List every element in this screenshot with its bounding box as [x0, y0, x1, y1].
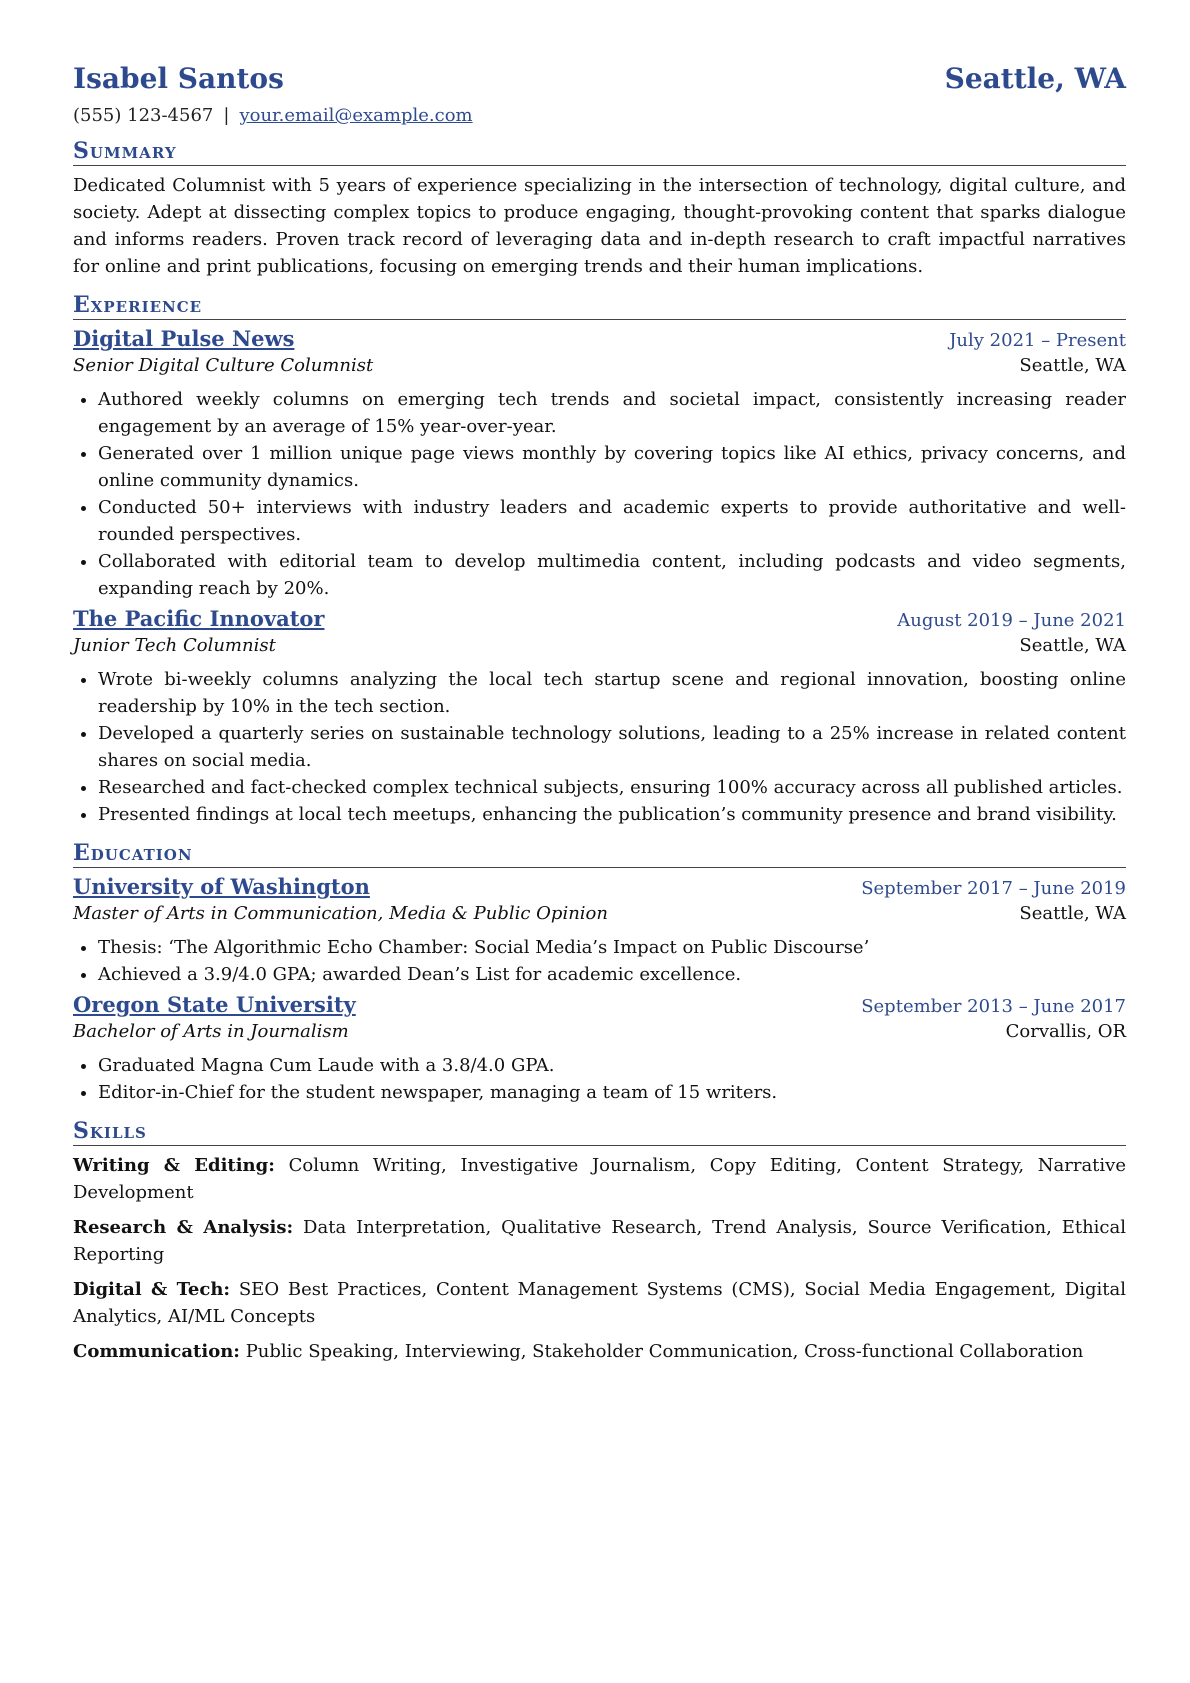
candidate-location: Seattle, WA — [944, 62, 1126, 95]
bullet-item: • Developed a quarterly series on sustainable technology solutions, leading to a 25% increase in related content shares on social media. — [98, 720, 1126, 774]
entry-location: Seattle, WA — [1019, 635, 1126, 656]
organization-link[interactable]: Digital Pulse News — [73, 326, 295, 351]
bullet-item: • Editor-in-Chief for the student newspaper, managing a team of 15 writers. — [98, 1079, 1126, 1106]
section-title-skills: Skills — [73, 1118, 1126, 1146]
section-title-summary: Summary — [73, 138, 1126, 166]
entry-header — [73, 606, 1126, 631]
entry-subheader — [73, 355, 1126, 376]
candidate-name: Isabel Santos — [73, 62, 284, 95]
contact-separator: | — [223, 105, 230, 126]
skill-row — [73, 1338, 1126, 1365]
resume-content — [73, 62, 1126, 1365]
header — [73, 62, 1126, 95]
bullet-list — [73, 1052, 1126, 1106]
bullet-item: • Collaborated with editorial team to develop multimedia content, including podcasts and video segments, expanding reach by 20%. — [98, 548, 1126, 602]
job-title: Junior Tech Columnist — [73, 635, 276, 656]
degree-title: Master of Arts in Communication, Media & Public Opinion — [73, 903, 608, 924]
entry-location: Seattle, WA — [1019, 355, 1126, 376]
entry-subheader — [73, 1021, 1126, 1042]
summary-text: Dedicated Columnist with 5 years of experience specializing in the intersection of technology, digital culture, and society. Adept at dissecting complex topics to produce engaging, thought-provoking content that sparks dialogue and informs readers. Proven track record of leveraging data and in-depth research to craft impactful narratives for online and print publications, focusing on emerging trends and their human implications. — [73, 175, 1126, 277]
bullet-item: • Wrote bi-weekly columns analyzing the local tech startup scene and regional innovation, boosting online readership by 10% in the tech section. — [98, 666, 1126, 720]
skill-row — [73, 1276, 1126, 1330]
skill-values: Data Interpretation, Qualitative Research, Trend Analysis, Source Verification, Ethical Reporting — [73, 1217, 1127, 1265]
entry-location: Seattle, WA — [1019, 903, 1126, 924]
skill-category: Writing & Editing: — [73, 1155, 275, 1176]
organization-link[interactable]: The Pacific Innovator — [73, 606, 325, 631]
bullet-item: • Graduated Magna Cum Laude with a 3.8/4.0 GPA. — [98, 1052, 1126, 1079]
bullet-item: • Thesis: ‘The Algorithmic Echo Chamber: Social Media’s Impact on Public Discourse’ — [98, 934, 1126, 961]
bullet-item: • Generated over 1 million unique page views monthly by covering topics like AI ethics, privacy concerns, and online community dynamics. — [98, 440, 1126, 494]
institution-link[interactable]: Oregon State University — [73, 992, 356, 1017]
skill-row — [73, 1214, 1126, 1268]
entry-header — [73, 874, 1126, 899]
date-range: July 2021 – Present — [949, 330, 1126, 351]
bullet-item: • Conducted 50+ interviews with industry leaders and academic experts to provide authoritative and well-rounded perspectives. — [98, 494, 1126, 548]
education-entry — [73, 992, 1126, 1106]
skill-category: Communication: — [73, 1341, 240, 1362]
bullet-item: • Researched and fact-checked complex technical subjects, ensuring 100% accuracy across all published articles. — [98, 774, 1126, 801]
bullet-list — [73, 666, 1126, 828]
bullet-list — [73, 934, 1126, 988]
skill-category: Research & Analysis: — [73, 1217, 294, 1238]
skill-values: Public Speaking, Interviewing, Stakeholder Communication, Cross-functional Collaboration — [245, 1341, 1084, 1362]
entry-subheader — [73, 903, 1126, 924]
entry-header — [73, 326, 1126, 351]
experience-entry — [73, 606, 1126, 828]
bullet-item: • Presented findings at local tech meetups, enhancing the publication’s community presence and brand visibility. — [98, 801, 1126, 828]
skill-values: Column Writing, Investigative Journalism, Copy Editing, Content Strategy, Narrative Development — [73, 1155, 1126, 1203]
skill-category: Digital & Tech: — [73, 1279, 231, 1300]
contact-line — [73, 105, 1126, 126]
entry-location: Corvallis, OR — [1005, 1021, 1126, 1042]
phone-number: (555) 123-4567 — [73, 105, 214, 126]
date-range: September 2017 – June 2019 — [861, 878, 1126, 899]
institution-link[interactable]: University of Washington — [73, 874, 370, 899]
bullet-item: • Achieved a 3.9/4.0 GPA; awarded Dean’s List for academic excellence. — [98, 961, 1126, 988]
section-title-experience: Experience — [73, 292, 1126, 320]
skills-list — [73, 1152, 1126, 1365]
degree-title: Bachelor of Arts in Journalism — [73, 1021, 349, 1042]
bullet-list — [73, 386, 1126, 602]
education-entry — [73, 874, 1126, 988]
skill-values: SEO Best Practices, Content Management Systems (CMS), Social Media Engagement, Digital Analytics, AI/ML Concepts — [73, 1279, 1126, 1327]
experience-entry — [73, 326, 1126, 602]
bullet-item: • Authored weekly columns on emerging tech trends and societal impact, consistently increasing reader engagement by an average of 15% year-over-year. — [98, 386, 1126, 440]
date-range: August 2019 – June 2021 — [897, 610, 1126, 631]
entry-header — [73, 992, 1126, 1017]
entry-subheader — [73, 635, 1126, 656]
skill-row — [73, 1152, 1126, 1206]
section-title-education: Education — [73, 840, 1126, 868]
email-link[interactable]: your.email@example.com — [239, 105, 473, 126]
job-title: Senior Digital Culture Columnist — [73, 355, 374, 376]
date-range: September 2013 – June 2017 — [861, 996, 1126, 1017]
